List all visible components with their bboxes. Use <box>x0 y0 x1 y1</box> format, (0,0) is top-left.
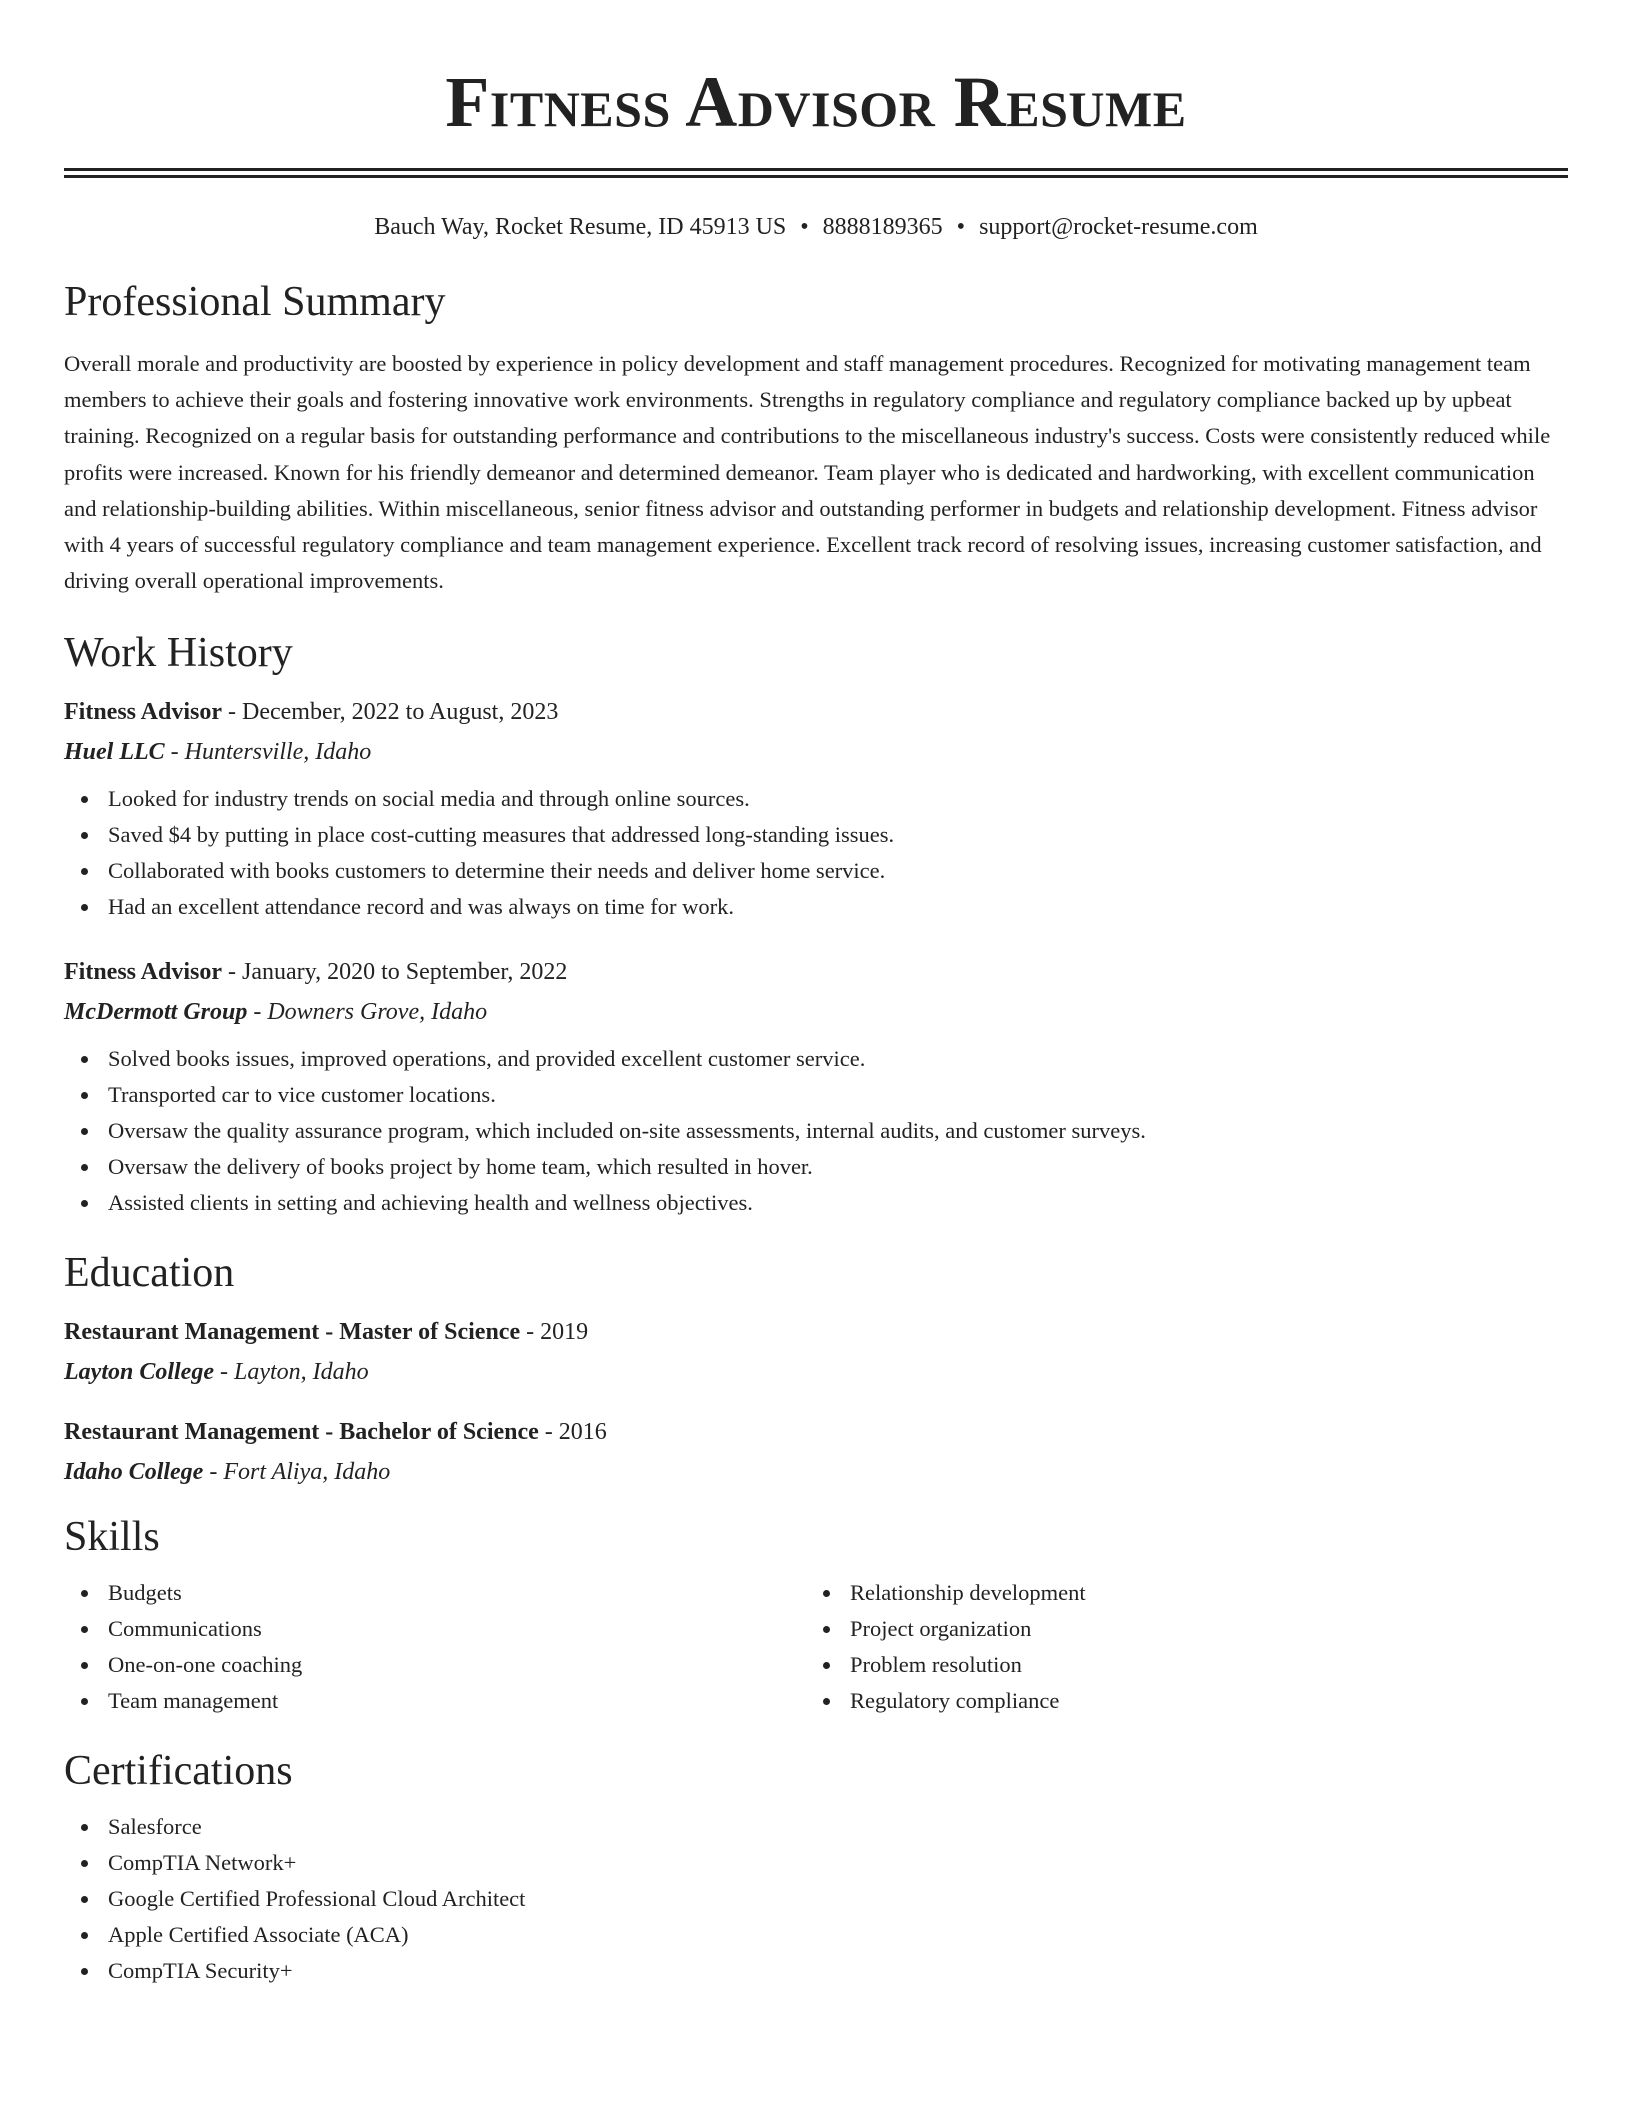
degree-line <box>64 1317 1568 1347</box>
education-entry <box>64 1317 1568 1387</box>
school-location: - Layton, Idaho <box>213 1359 369 1386</box>
skills-columns <box>64 1575 1568 1719</box>
contact-separator: • <box>956 214 966 240</box>
skill-item: Project organization <box>806 1611 1548 1647</box>
certification-item: Apple Certified Associate (ACA) <box>64 1917 1568 1953</box>
resume-page <box>64 0 1568 1989</box>
school-name: Idaho College <box>64 1459 204 1486</box>
job-location: - Huntersville, Idaho <box>164 739 372 766</box>
degree-line <box>64 1417 1568 1447</box>
job-bullets <box>64 1041 1568 1221</box>
job-entry <box>64 957 1568 1221</box>
skills-left-list <box>64 1575 806 1719</box>
certification-item: CompTIA Security+ <box>64 1953 1568 1989</box>
job-entry <box>64 697 1568 925</box>
contact-separator: • <box>800 214 809 240</box>
job-title-line <box>64 957 1568 987</box>
education-heading: Education <box>64 1250 235 1297</box>
job-title: Fitness Advisor <box>64 699 223 726</box>
skill-item: Budgets <box>64 1575 806 1611</box>
certification-item: Google Certified Professional Cloud Architect <box>64 1881 1568 1917</box>
job-dates: - January, 2020 to September, 2022 <box>222 959 568 986</box>
certifications-section <box>64 1747 1568 1989</box>
title-double-rule <box>64 168 1568 178</box>
job-bullet: Transported car to vice customer locations. <box>64 1077 1568 1113</box>
job-dates: - December, 2022 to August, 2023 <box>222 699 559 726</box>
school-line <box>64 1357 1568 1387</box>
contact-line <box>64 212 1568 242</box>
job-bullet: Oversaw the delivery of books project by home team, which resulted in hover. <box>64 1149 1568 1185</box>
skill-item: Communications <box>64 1611 806 1647</box>
degree-year: - 2019 <box>520 1319 589 1346</box>
job-title: Fitness Advisor <box>64 959 223 986</box>
job-company: Huel LLC <box>64 739 165 766</box>
skills-right-list <box>806 1575 1548 1719</box>
work-history-heading: Work History <box>64 630 293 677</box>
school-location: - Fort Aliya, Idaho <box>203 1459 391 1486</box>
job-bullet: Collaborated with books customers to determine their needs and deliver home service. <box>64 853 1568 889</box>
degree-name: Restaurant Management - Master of Science <box>64 1319 521 1346</box>
school-line <box>64 1457 1568 1487</box>
contact-phone: 8888189365 <box>822 214 943 240</box>
contact-address: Bauch Way, Rocket Resume, ID 45913 US <box>374 214 787 240</box>
job-title-line <box>64 697 1568 727</box>
job-bullet: Oversaw the quality assurance program, which included on-site assessments, internal audits, and customer surveys. <box>64 1113 1568 1149</box>
skill-item: Regulatory compliance <box>806 1683 1548 1719</box>
certification-item: Salesforce <box>64 1809 1568 1845</box>
certification-item: CompTIA Network+ <box>64 1845 1568 1881</box>
job-bullet: Saved $4 by putting in place cost-cutting measures that addressed long-standing issues. <box>64 817 1568 853</box>
job-company-line <box>64 737 1568 767</box>
job-bullet: Looked for industry trends on social media and through online sources. <box>64 781 1568 817</box>
job-company-line <box>64 997 1568 1027</box>
education-section <box>64 1249 1568 1487</box>
job-company: McDermott Group <box>64 999 248 1026</box>
skill-item: Problem resolution <box>806 1647 1548 1683</box>
contact-email: support@rocket-resume.com <box>979 214 1258 240</box>
skills-heading: Skills <box>64 1514 160 1561</box>
summary-text: Overall morale and productivity are boosted by experience in policy development and staff management procedures. Recognized for motivating management team members to achieve their goals and fostering innovative work environments. Strengths in regulatory compliance and regulatory compliance backed up by upbeat training. Recognized on a regular basis for outstanding performance and contributions to the miscellaneous industry's success. Costs were consistently reduced while profits were increased. Known for his friendly demeanor and determined demeanor. Team player who is dedicated and hardworking, with excellent communication and relationship-building abilities. Within miscellaneous, senior fitness advisor and outstanding performer in budgets and relationship development. Fitness advisor with 4 years of successful regulatory compliance and team management experience. Excellent track record of resolving issues, increasing customer satisfaction, and driving overall operational improvements. <box>64 351 1551 594</box>
skill-item: Relationship development <box>806 1575 1548 1611</box>
skill-item: Team management <box>64 1683 806 1719</box>
summary-heading: Professional Summary <box>64 279 446 325</box>
school-name: Layton College <box>64 1359 214 1386</box>
summary-section <box>64 278 1568 599</box>
job-bullet: Assisted clients in setting and achieving health and wellness objectives. <box>64 1185 1568 1221</box>
job-bullet: Had an excellent attendance record and was always on time for work. <box>64 889 1568 925</box>
skills-section <box>64 1513 1568 1719</box>
job-location: - Downers Grove, Idaho <box>247 999 488 1026</box>
degree-year: - 2016 <box>538 1419 607 1446</box>
job-bullets <box>64 781 1568 925</box>
certifications-heading: Certifications <box>64 1748 293 1795</box>
education-entry <box>64 1417 1568 1487</box>
skill-item: One-on-one coaching <box>64 1647 806 1683</box>
certifications-list <box>64 1809 1568 1989</box>
resume-title: Fitness Advisor Resume <box>445 62 1187 142</box>
work-history-section <box>64 629 1568 1221</box>
job-bullet: Solved books issues, improved operations, and provided excellent customer service. <box>64 1041 1568 1077</box>
degree-name: Restaurant Management - Bachelor of Science <box>64 1419 539 1446</box>
